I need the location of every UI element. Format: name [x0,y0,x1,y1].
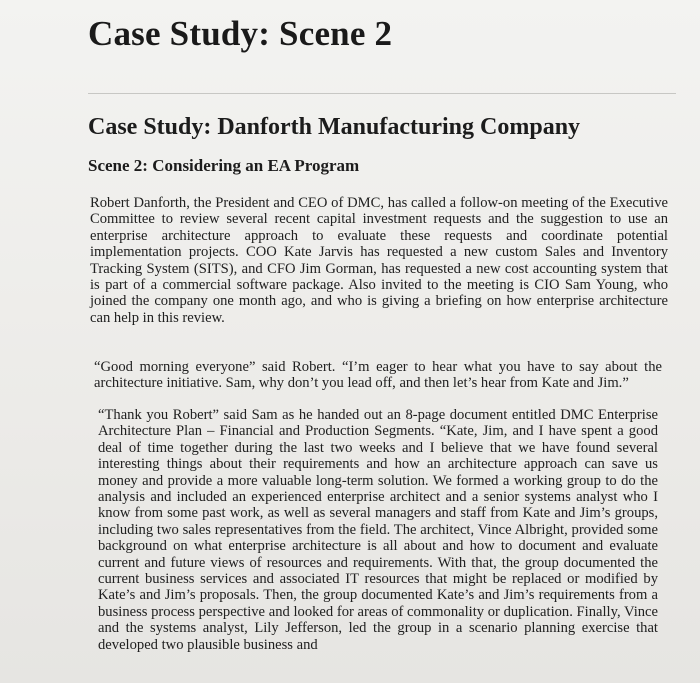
paragraph-intro: Robert Danforth, the President and CEO of DMC, has called a follow-on meeting of the Executive Committee to review several recent capital investment requests and the suggestion to use an enterprise architecture approach to evaluate these requests and coordinate potential implementation projects. COO Kate Jarvis has requested a new custom Sales and Inventory Tracking System (SITS), and CFO Jim Gorman, has requested a new cost accounting system that is part of a commercial software package. Also invited to the meeting is CIO Sam Young, who joined the company one month ago, and who is giving a briefing on how enterprise architecture can help in this review. [90,195,668,326]
paragraph-robert-quote: “Good morning everyone” said Robert. “I’m eager to hear what you have to say about the architecture initiative. Sam, why don’t you lead off, and then let’s hear from Kate and Jim.” [94,359,662,392]
title-divider [88,93,676,94]
case-study-heading: Case Study: Danforth Manufacturing Company [88,114,581,140]
paragraph-sam-response: “Thank you Robert” said Sam as he handed out an 8-page document entitled DMC Enterprise Architecture Plan – Financial and Production Segments. “Kate, Jim, and I have spent a good deal of time together during the last two weeks and I believe that we have found several interesting things about their requirements and how an architecture approach can save us money and provide a more valuable long-term solution. We formed a working group to do the analysis and included an experienced enterprise architect and a senior systems analyst who I know from some past work, as well as several managers and staff from Kate and Jim’s groups, including two sales representatives from the field. The architect, Vince Albright, provided some background on what enterprise architecture is all about and how to document and evaluate current and future views of resources and requirements. With that, the group documented the current business services and associated IT resources that might be replaced or modified by Kate’s and Jim’s proposals. Then, the group documented Kate’s and Jim’s requirements from a business process perspective and looked for areas of commonality or duplication. Finally, Vince and the systems analyst, Lily Jefferson, led the group in a scenario planning exercise that developed two plausible business and [98,407,658,653]
page-title: Case Study: Scene 2 [88,14,393,53]
scene-heading: Scene 2: Considering an EA Program [88,156,360,175]
